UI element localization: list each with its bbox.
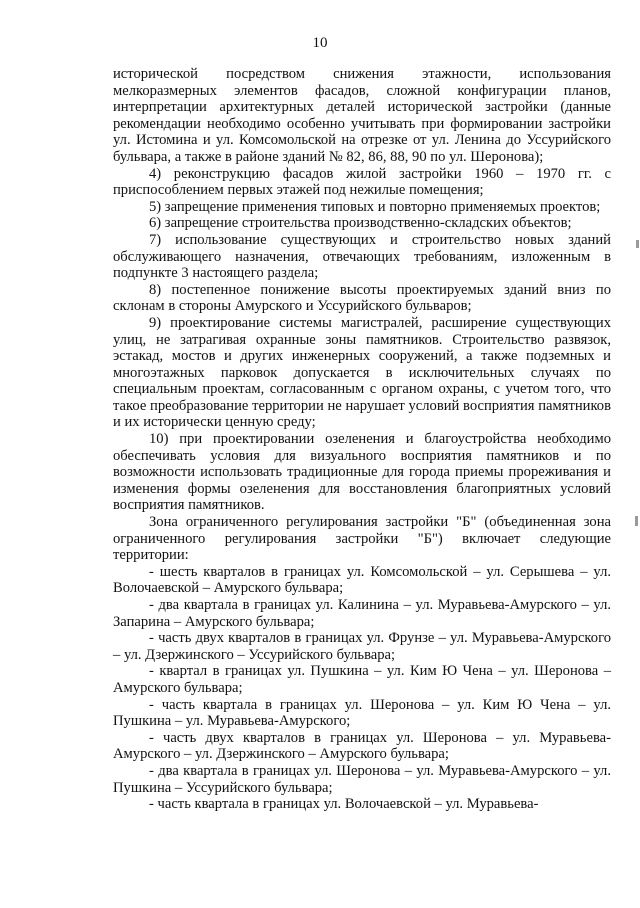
paragraph-item-5: 5) запрещение применения типовых и повторно применяемых проектов;	[149, 198, 601, 215]
paragraph-continuation: исторической посредством снижения этажности, использования мелкоразмерных элементов фасадов, сложной конфигурации планов, интерпретации архитектурных деталей исторической застройки (данные рекомендации необходимо особенно учитывать при формировании застройки ул. Истомина и ул. Комсомольской на отрезке от ул. Ленина до Уссурийского бульвара, а также в районе зданий № 82, 86, 88, 90 по ул. Шеронова);	[113, 66, 611, 165]
zone-b-intro: Зона ограниченного регулирования застройки "Б" (объединенная зона ограниченного регулирования застройки "Б") включает следующие территории:	[113, 514, 611, 564]
paragraph-item-9: 9) проектирование системы магистралей, расширение существующих улиц, не затрагивая охранные зоны памятников. Строительство развязок, эстакад, мостов и других инженерных сооружений, а также подземных и многоэтажных парковок допускается в исключительных случаях по специальным проектам, согласованным с органом охраны, с учетом того, что такое преобразование территории не нарушает условий восприятия памятников и их исторически ценную среду;	[113, 314, 611, 431]
scan-edge-mark	[636, 240, 639, 248]
paragraph-item-6: 6) запрещение строительства производственно-складских объектов;	[149, 215, 572, 232]
page-number: 10	[312, 35, 328, 51]
zone-territory-item: - часть двух кварталов в границах ул. Фрунзе – ул. Муравьева-Амурского – ул. Дзержинского – Уссурийского бульвара;	[113, 630, 611, 663]
zone-territory-item: - шесть кварталов в границах ул. Комсомольской – ул. Серышева – ул. Волочаевской – Амурского бульвара;	[113, 564, 611, 597]
paragraph-item-4: 4) реконструкцию фасадов жилой застройки 1960 – 1970 гг. с приспособлением первых этажей под нежилые помещения;	[113, 165, 611, 199]
zone-territory-item: - квартал в границах ул. Пушкина – ул. Ким Ю Чена – ул. Шеронова – Амурского бульвара;	[113, 663, 611, 696]
zone-territory-item: - часть квартала в границах ул. Шеронова – ул. Ким Ю Чена – ул. Пушкина – ул. Муравьева-Амурского;	[113, 697, 611, 730]
paragraph-item-8: 8) постепенное понижение высоты проектируемых зданий вниз по склонам в стороны Амурского и Уссурийского бульваров;	[113, 281, 611, 315]
paragraph-item-10: 10) при проектировании озеленения и благоустройства необходимо обеспечивать условия для визуального восприятия памятников и по возможности использовать традиционные для города приемы прореживания и изменения формы озеленения для восстановления благоприятных условий восприятия памятников.	[113, 431, 611, 514]
paragraph-item-7: 7) использование существующих и строительство новых зданий обслуживающего назначения, отвечающих требованиям, изложенным в подпункте 3 настоящего раздела;	[113, 231, 611, 282]
scan-edge-mark	[635, 516, 638, 526]
zone-territory-item: - часть квартала в границах ул. Волочаевской – ул. Муравьева-	[113, 796, 611, 813]
document-body	[113, 66, 611, 813]
zone-territory-item: - два квартала в границах ул. Шеронова – ул. Муравьева-Амурского – ул. Пушкина – Уссурийского бульвара;	[113, 763, 611, 796]
zone-territory-item: - два квартала в границах ул. Калинина – ул. Муравьева-Амурского – ул. Запарина – Амурского бульвара;	[113, 597, 611, 630]
zone-territory-item: - часть двух кварталов в границах ул. Шеронова – ул. Муравьева-Амурского – ул. Дзержинского – Амурского бульвара;	[113, 730, 611, 763]
